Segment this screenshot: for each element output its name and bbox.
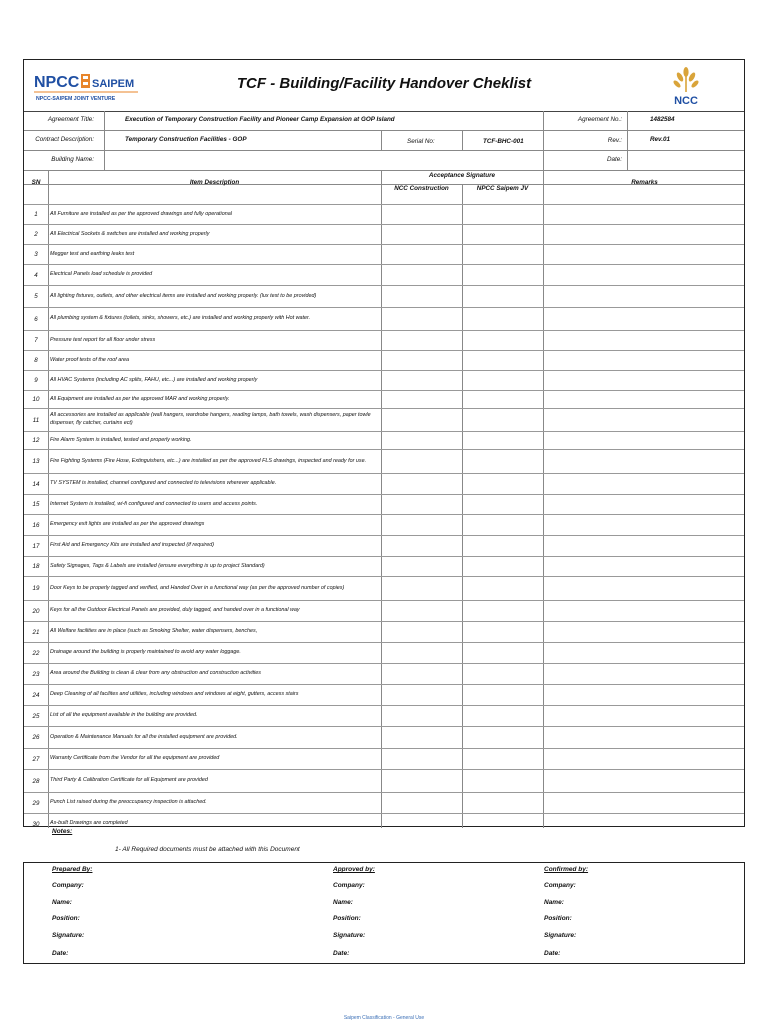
- npcc-saipem-signature-cell[interactable]: [463, 515, 543, 535]
- npcc-saipem-signature-cell[interactable]: [463, 409, 543, 431]
- joint-venture-text: NPCC-SAIPEM JOINT VENTURE: [36, 96, 116, 102]
- page-title: TCF - Building/Facility Handover Cheklist: [236, 75, 532, 92]
- ncc-logo-text: NCC: [674, 95, 698, 107]
- agreement-title-value: Execution of Temporary Construction Facility and Pioneer Camp Expansion at GOP Island: [125, 116, 395, 123]
- item-sn: 9: [34, 377, 38, 384]
- npcc-saipem-signature-cell[interactable]: [463, 225, 543, 244]
- remarks-cell[interactable]: [544, 351, 744, 370]
- remarks-cell[interactable]: [544, 225, 744, 244]
- item-sn: 13: [32, 458, 40, 465]
- item-sn: 8: [34, 357, 38, 364]
- table-row: [24, 769, 744, 792]
- npcc-saipem-signature-cell[interactable]: [463, 557, 543, 576]
- remarks-cell[interactable]: [544, 308, 744, 330]
- ncc-construction-signature-cell[interactable]: [382, 495, 462, 514]
- item-sn: 25: [32, 712, 40, 720]
- item-description: Warranty Certificate from the Vendor for all the equipment are provided: [50, 755, 220, 762]
- item-description: As-built Drawings are completed: [50, 820, 128, 827]
- remarks-cell[interactable]: [544, 727, 744, 748]
- remarks-cell[interactable]: [544, 515, 744, 535]
- item-description: All HVAC Systems (including AC splits, FAHU, etc...) are installed and working properly: [50, 376, 258, 383]
- npcc-saipem-signature-cell[interactable]: [463, 536, 543, 556]
- saipem-logo-text: SAIPEM: [92, 78, 135, 90]
- remarks-cell[interactable]: [544, 664, 744, 684]
- npcc-saipem-signature-cell[interactable]: [463, 622, 543, 642]
- signature-signature-label: Signature:: [333, 932, 366, 939]
- remarks-cell[interactable]: [544, 685, 744, 705]
- signature-heading: Prepared By:: [52, 866, 93, 873]
- ncc-construction-signature-cell[interactable]: [382, 793, 462, 813]
- item-sn: 26: [32, 734, 40, 741]
- remarks-cell[interactable]: [544, 265, 744, 285]
- ncc-construction-signature-cell[interactable]: [382, 205, 462, 224]
- signature-name-label: Name:: [52, 899, 72, 906]
- note-item: 1- All Required documents must be attached with this Document: [115, 846, 300, 853]
- remarks-cell[interactable]: [544, 474, 744, 494]
- remarks-cell[interactable]: [544, 749, 744, 769]
- item-description: All accessories are installed as applicable (wall hangers, wardrobe hangers, reading lamps, bath towels, wash dispensers, paper towle dispenser, fly catcher, curtains ect): [50, 412, 371, 426]
- item-sn: 27: [32, 755, 40, 763]
- item-sn: 21: [32, 628, 40, 636]
- remarks-cell[interactable]: [544, 706, 744, 726]
- npcc-saipem-signature-cell[interactable]: [463, 577, 543, 600]
- table-row: [24, 204, 744, 224]
- npcc-saipem-signature-cell[interactable]: [463, 308, 543, 330]
- table-row: [24, 514, 744, 535]
- remarks-cell[interactable]: [544, 557, 744, 576]
- ncc-construction-signature-cell[interactable]: [382, 391, 462, 408]
- item-description: All Equipment are installed as per the approved MAR and working properly.: [50, 395, 230, 402]
- item-sn: 17: [32, 542, 40, 550]
- item-description: Door Keys to be properly tagged and verified, and Handed Over in a functional way (as per the approved number of copies): [50, 584, 345, 591]
- acceptance-signature-header: Acceptance Signature: [428, 172, 496, 179]
- ncc-construction-signature-cell[interactable]: [382, 515, 462, 535]
- npcc-saipem-signature-cell[interactable]: [463, 749, 543, 769]
- ncc-construction-signature-cell[interactable]: [382, 727, 462, 748]
- remarks-cell[interactable]: [544, 793, 744, 813]
- rev-label: Rev.:: [607, 137, 622, 144]
- ncc-construction-signature-cell[interactable]: [382, 432, 462, 449]
- remarks-cell[interactable]: [544, 643, 744, 663]
- table-row: [24, 535, 744, 556]
- agreement-no-label: Agreement No.:: [577, 116, 622, 123]
- item-description: Emergency exit lights are installed as per the approved drawings: [50, 521, 205, 528]
- remarks-cell[interactable]: [544, 495, 744, 514]
- signature-name-label: Name:: [333, 899, 353, 906]
- npcc-saipem-jv-header: NPCC Saipem JV: [476, 185, 529, 192]
- ncc-construction-signature-cell[interactable]: [382, 814, 462, 834]
- npcc-saipem-signature-cell[interactable]: [463, 371, 543, 390]
- table-row: [24, 330, 744, 350]
- item-sn: 15: [32, 501, 40, 508]
- table-row: [24, 556, 744, 576]
- rev-value: Rev.01: [650, 136, 670, 143]
- signature-block: [23, 862, 745, 964]
- table-row: [24, 705, 744, 726]
- item-sn: 4: [34, 271, 38, 279]
- item-sn: 11: [32, 416, 40, 424]
- table-row: [24, 408, 744, 431]
- serial-no-label: Serial No:: [407, 138, 435, 145]
- npcc-saipem-signature-cell[interactable]: [463, 432, 543, 449]
- ncc-construction-signature-cell[interactable]: [382, 225, 462, 244]
- table-row: [24, 264, 744, 285]
- item-sn: 29: [32, 799, 40, 807]
- npcc-saipem-signature-cell[interactable]: [463, 331, 543, 350]
- remarks-cell[interactable]: [544, 770, 744, 792]
- item-sn: 28: [32, 777, 40, 785]
- remarks-cell[interactable]: [544, 814, 744, 834]
- item-sn: 7: [34, 337, 38, 344]
- ncc-construction-signature-cell[interactable]: [382, 536, 462, 556]
- remarks-cell[interactable]: [544, 371, 744, 390]
- date-label: Date:: [606, 156, 622, 163]
- signature-date-label: Date:: [544, 950, 561, 957]
- item-description: Electrical Panels load schedule is provided: [50, 271, 153, 278]
- contract-description-label: Contract Description:: [35, 136, 94, 143]
- item-description: All Furniture are installed as per the approved drawings and fully operational: [50, 210, 232, 217]
- table-row: [24, 663, 744, 684]
- item-description-header: Item Description: [189, 179, 240, 186]
- serial-no-value: TCF-BHC-001: [483, 138, 524, 145]
- remarks-cell[interactable]: [544, 536, 744, 556]
- item-description: Area around the Building is clean & clear from any obstruction and construction activities: [50, 670, 261, 677]
- table-row: [24, 792, 744, 813]
- table-row: [24, 576, 744, 600]
- npcc-saipem-signature-cell[interactable]: [463, 664, 543, 684]
- ncc-construction-signature-cell[interactable]: [382, 308, 462, 330]
- item-sn: 2: [34, 231, 38, 238]
- npcc-saipem-signature-cell[interactable]: [463, 643, 543, 663]
- item-sn: 16: [32, 521, 40, 529]
- npcc-saipem-signature-cell[interactable]: [463, 351, 543, 370]
- item-description: Drainage around the building is properly maintained to avoid any water loggage.: [50, 649, 241, 656]
- signature-company-label: Company:: [544, 882, 576, 889]
- building-name-label: Building Name:: [51, 156, 94, 163]
- item-description: Operation & Maintenance Manuals for all the installed equipment are provided.: [50, 733, 238, 740]
- item-description: List of all the equipment available in the building are provided.: [50, 712, 198, 719]
- signature-date-label: Date:: [52, 950, 69, 957]
- agreement-title-label: Agreement Title:: [47, 116, 94, 123]
- item-sn: 23: [32, 670, 40, 678]
- ncc-construction-signature-cell[interactable]: [382, 450, 462, 473]
- ncc-logo: [662, 64, 710, 110]
- npcc-saipem-signature-cell[interactable]: [463, 727, 543, 748]
- remarks-cell[interactable]: [544, 286, 744, 307]
- npcc-saipem-signature-cell[interactable]: [463, 205, 543, 224]
- remarks-header: Remarks: [631, 179, 658, 186]
- table-row: [24, 449, 744, 473]
- npcc-saipem-signature-cell[interactable]: [463, 245, 543, 264]
- table-row: [24, 684, 744, 705]
- remarks-cell[interactable]: [544, 205, 744, 224]
- signature-heading: Approved by:: [333, 866, 375, 873]
- table-row: [24, 390, 744, 408]
- table-row: [24, 621, 744, 642]
- item-sn: 20: [32, 607, 40, 615]
- ncc-construction-signature-cell[interactable]: [382, 557, 462, 576]
- item-description: All Welfare facilities are in place (such as Smoking Shelter, water dispensers, benches,: [50, 628, 258, 635]
- npcc-saipem-signature-cell[interactable]: [463, 706, 543, 726]
- ncc-construction-signature-cell[interactable]: [382, 685, 462, 705]
- ncc-construction-signature-cell[interactable]: [382, 749, 462, 769]
- npcc-saipem-signature-cell[interactable]: [463, 770, 543, 792]
- remarks-cell[interactable]: [544, 409, 744, 431]
- table-row: [24, 224, 744, 244]
- item-sn: 24: [32, 691, 40, 699]
- remarks-cell[interactable]: [544, 450, 744, 473]
- table-row: [24, 813, 744, 834]
- item-description: Keys for all the Outdoor Electrical Panels are provided, duly tagged, and handed over in a functional way: [50, 607, 300, 614]
- remarks-cell[interactable]: [544, 432, 744, 449]
- item-description: Megger test and earthing leaks test: [50, 250, 135, 257]
- item-sn: 30: [32, 820, 40, 828]
- signature-company-label: Company:: [52, 882, 84, 889]
- signature-name-label: Name:: [544, 899, 564, 906]
- ncc-construction-signature-cell[interactable]: [382, 351, 462, 370]
- table-row: [24, 726, 744, 748]
- signature-date-label: Date:: [333, 950, 350, 957]
- footer-classification: Saipem Classification - General Use: [343, 1015, 425, 1021]
- item-description: Deep Cleaning of all facilites and utilities, including windows and windows at eight, gutters, access stairs: [50, 691, 299, 698]
- ncc-construction-signature-cell[interactable]: [382, 622, 462, 642]
- ncc-construction-signature-cell[interactable]: [382, 331, 462, 350]
- signature-position-label: Position:: [544, 915, 572, 922]
- ncc-construction-signature-cell[interactable]: [382, 286, 462, 307]
- item-description: All plumbing system & fixtures (toilets, sinks, showers, etc.) are installed and working properly with Hot water.: [50, 315, 311, 322]
- table-row: [24, 600, 744, 621]
- table-row: [24, 244, 744, 264]
- item-description: Third Party & Calibration Certificate for all Equipment are provided: [50, 777, 208, 784]
- item-description: First Aid and Emergency Kits are installed and inspected (if required): [50, 542, 214, 549]
- ncc-construction-signature-cell[interactable]: [382, 577, 462, 600]
- ncc-wheat-logo-graphic: [662, 64, 710, 110]
- item-description: All Electrical Sockets & switches are installed and working properly: [50, 230, 210, 237]
- item-description: Water proof tests of the roof area: [50, 356, 130, 363]
- table-row: [24, 285, 744, 307]
- npcc-saipem-signature-cell[interactable]: [463, 601, 543, 621]
- table-row: [24, 307, 744, 330]
- signature-signature-label: Signature:: [52, 932, 85, 939]
- ncc-construction-signature-cell[interactable]: [382, 409, 462, 431]
- item-sn: 5: [34, 293, 38, 300]
- table-row: [24, 642, 744, 663]
- table-row: [24, 431, 744, 449]
- item-sn: 14: [32, 480, 40, 488]
- item-description: Fire Fighting Systems (Fire Hose, Extinguishers, etc...) are installed as per the approved FLS drawings, inspected and ready for use.: [50, 457, 367, 464]
- sn-column-header: SN: [31, 179, 41, 186]
- npcc-saipem-signature-cell[interactable]: [463, 450, 543, 473]
- ncc-construction-header: NCC Construction: [394, 185, 449, 192]
- signature-heading: Confirmed by:: [544, 866, 589, 873]
- table-row: [24, 748, 744, 769]
- npcc-saipem-signature-cell[interactable]: [463, 391, 543, 408]
- npcc-logo-text: NPCC: [34, 74, 80, 91]
- remarks-cell[interactable]: [544, 577, 744, 600]
- npcc-saipem-signature-cell[interactable]: [463, 265, 543, 285]
- ncc-construction-signature-cell[interactable]: [382, 706, 462, 726]
- npcc-saipem-signature-cell[interactable]: [463, 286, 543, 307]
- table-row: [24, 473, 744, 494]
- item-sn: 1: [34, 211, 38, 218]
- signature-company-label: Company:: [333, 882, 365, 889]
- remarks-cell[interactable]: [544, 622, 744, 642]
- item-sn: 10: [32, 396, 40, 403]
- table-row: [24, 494, 744, 514]
- item-description: Pressure test report for all floor under stress: [50, 336, 156, 343]
- item-description: Internet System is installed, wi-fi configured and connected to users and access points.: [50, 500, 258, 507]
- remarks-cell[interactable]: [544, 331, 744, 350]
- item-description: TV SYSTEM is installed, channel configured and connected to televisions wherever applicable.: [50, 480, 277, 487]
- npcc-saipem-signature-cell[interactable]: [463, 474, 543, 494]
- ncc-construction-signature-cell[interactable]: [382, 643, 462, 663]
- agreement-no-value: 1482584: [650, 116, 675, 123]
- ncc-construction-signature-cell[interactable]: [382, 245, 462, 264]
- form-header: [24, 60, 744, 112]
- table-row: [24, 370, 744, 390]
- signature-position-label: Position:: [333, 915, 361, 922]
- contract-description-value: Temporary Construction Facilities - GOP: [125, 136, 247, 143]
- item-sn: 22: [32, 649, 40, 657]
- item-sn: 18: [32, 563, 40, 570]
- signature-signature-label: Signature:: [544, 932, 577, 939]
- item-description: Fire Alarm System is installed, tested and properly working.: [50, 436, 192, 443]
- item-description: Punch List raised during the preoccupancy inspection is attached.: [50, 799, 207, 806]
- item-description: All lighting fixtures, outlets, and other electrical items are installed and working properly. (lux test to be provided): [50, 292, 317, 299]
- checklist-form: [23, 59, 745, 827]
- ncc-construction-signature-cell[interactable]: [382, 601, 462, 621]
- remarks-cell[interactable]: [544, 245, 744, 264]
- npcc-saipem-signature-cell[interactable]: [463, 495, 543, 514]
- table-row: [24, 350, 744, 370]
- item-description: Safety Signages, Tags & Labels are installed (ensure everything is up to project Standard): [50, 562, 265, 569]
- item-sn: 19: [32, 585, 40, 592]
- ncc-construction-signature-cell[interactable]: [382, 664, 462, 684]
- notes-label: Notes:: [52, 828, 73, 835]
- remarks-cell[interactable]: [544, 601, 744, 621]
- npcc-saipem-signature-cell[interactable]: [463, 814, 543, 834]
- ncc-construction-signature-cell[interactable]: [382, 770, 462, 792]
- npcc-saipem-signature-cell[interactable]: [463, 793, 543, 813]
- ncc-construction-signature-cell[interactable]: [382, 371, 462, 390]
- item-sn: 6: [34, 315, 38, 323]
- ncc-construction-signature-cell[interactable]: [382, 265, 462, 285]
- npcc-saipem-signature-cell[interactable]: [463, 685, 543, 705]
- item-sn: 12: [32, 437, 40, 444]
- remarks-cell[interactable]: [544, 391, 744, 408]
- ncc-construction-signature-cell[interactable]: [382, 474, 462, 494]
- item-sn: 3: [34, 251, 38, 258]
- signature-position-label: Position:: [52, 915, 80, 922]
